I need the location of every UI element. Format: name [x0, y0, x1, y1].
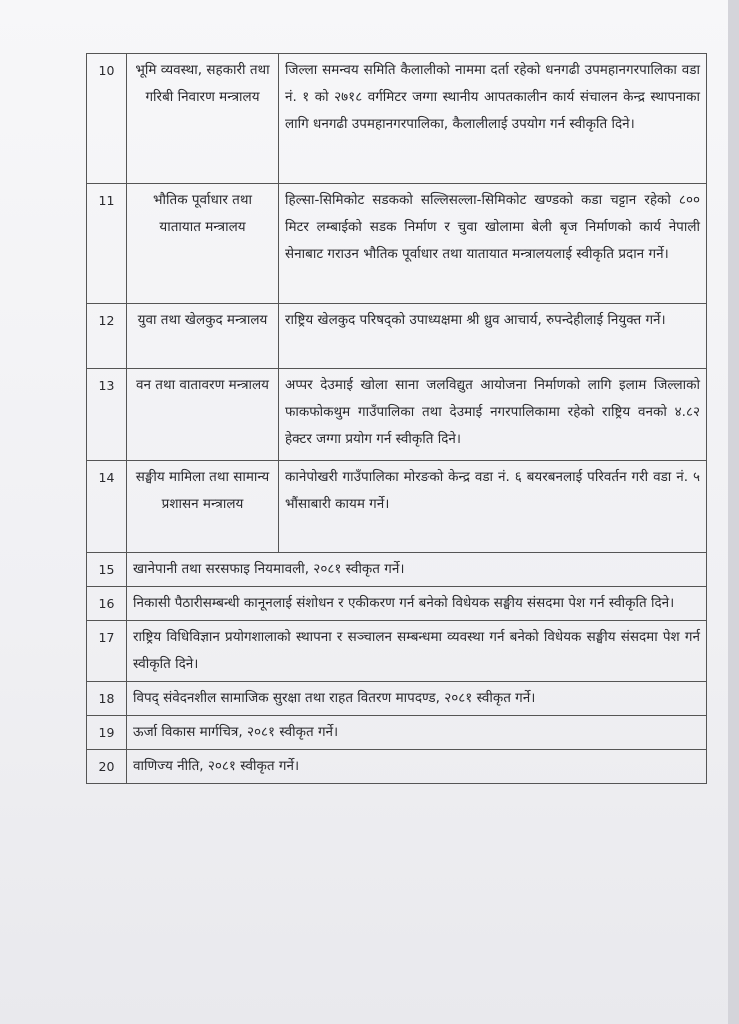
table-row — [87, 54, 707, 184]
table-row — [87, 750, 707, 784]
row-number: 12 — [87, 304, 127, 369]
decision-text: जिल्ला समन्वय समिति कैलालीको नाममा दर्ता रहेको धनगढी उपमहानगरपालिका वडा नं. १ को २७१८ वर्गमिटर जग्गा स्थानीय आपतकालीन कार्य संचालन केन्द्र स्थापनाका लागि धनगढी उपमहानगरपालिका, कैलालीलाई उपयोग गर्न स्वीकृति दिने। — [279, 54, 707, 184]
table-row — [87, 716, 707, 750]
table-row — [87, 587, 707, 621]
decision-text: राष्ट्रिय खेलकुद परिषद्को उपाध्यक्षमा श्री ध्रुव आचार्य, रुपन्देहीलाई नियुक्त गर्ने। — [279, 304, 707, 369]
row-number: 20 — [87, 750, 127, 784]
table-row — [87, 304, 707, 369]
page-edge — [728, 0, 739, 1024]
decision-text: राष्ट्रिय विधिविज्ञान प्रयोगशालाको स्थापना र सञ्चालन सम्बन्धमा व्यवस्था गर्न बनेको विधेयक सङ्घीय संसदमा पेश गर्न स्वीकृति दिने। — [127, 621, 707, 682]
decision-text: ऊर्जा विकास मार्गचित्र, २०८१ स्वीकृत गर्ने। — [127, 716, 707, 750]
row-number: 15 — [87, 553, 127, 587]
table-row — [87, 461, 707, 553]
row-number: 10 — [87, 54, 127, 184]
table-row — [87, 682, 707, 716]
row-number: 18 — [87, 682, 127, 716]
table-row — [87, 553, 707, 587]
ministry-name: सङ्घीय मामिला तथा सामान्य प्रशासन मन्त्रालय — [127, 461, 279, 553]
decision-text: खानेपानी तथा सरसफाइ नियमावली, २०८१ स्वीकृत गर्ने। — [127, 553, 707, 587]
decision-text: निकासी पैठारीसम्बन्धी कानूनलाई संशोधन र एकीकरण गर्न बनेको विधेयक सङ्घीय संसदमा पेश गर्न स्वीकृति दिने। — [127, 587, 707, 621]
row-number: 14 — [87, 461, 127, 553]
row-number: 11 — [87, 184, 127, 304]
decision-text: हिल्सा-सिमिकोट सडकको सल्लिसल्ला-सिमिकोट खण्डको कडा चट्टान रहेको ८०० मिटर लम्बाईको सडक निर्माण र चुवा खोलामा बेली बृज निर्माणको कार्य नेपाली सेनाबाट गराउन भौतिक पूर्वाधार तथा यातायात मन्त्रालयलाई स्वीकृति प्रदान गर्ने। — [279, 184, 707, 304]
ministry-name: भौतिक पूर्वाधार तथा यातायात मन्त्रालय — [127, 184, 279, 304]
row-number: 16 — [87, 587, 127, 621]
ministry-name: वन तथा वातावरण मन्त्रालय — [127, 369, 279, 461]
decisions-table — [86, 53, 707, 784]
row-number: 13 — [87, 369, 127, 461]
decision-text: अप्पर देउमाई खोला साना जलविद्युत आयोजना निर्माणको लागि इलाम जिल्लाको फाकफोकथुम गाउँपालिका तथा देउमाई नगरपालिकामा रहेको राष्ट्रिय वनको ४.८२ हेक्टर जग्गा प्रयोग गर्न स्वीकृति दिने। — [279, 369, 707, 461]
row-number: 19 — [87, 716, 127, 750]
row-number: 17 — [87, 621, 127, 682]
decision-text: विपद् संवेदनशील सामाजिक सुरक्षा तथा राहत वितरण मापदण्ड, २०८१ स्वीकृत गर्ने। — [127, 682, 707, 716]
ministry-name: युवा तथा खेलकुद मन्त्रालय — [127, 304, 279, 369]
decision-text: वाणिज्य नीति, २०८१ स्वीकृत गर्ने। — [127, 750, 707, 784]
table-row — [87, 184, 707, 304]
table-row — [87, 621, 707, 682]
ministry-name: भूमि व्यवस्था, सहकारी तथा गरिबी निवारण मन्त्रालय — [127, 54, 279, 184]
table-row — [87, 369, 707, 461]
decision-text: कानेपोखरी गाउँपालिका मोरङको केन्द्र वडा नं. ६ बयरबनलाई परिवर्तन गरी वडा नं. ५ भौंसाबारी कायम गर्ने। — [279, 461, 707, 553]
